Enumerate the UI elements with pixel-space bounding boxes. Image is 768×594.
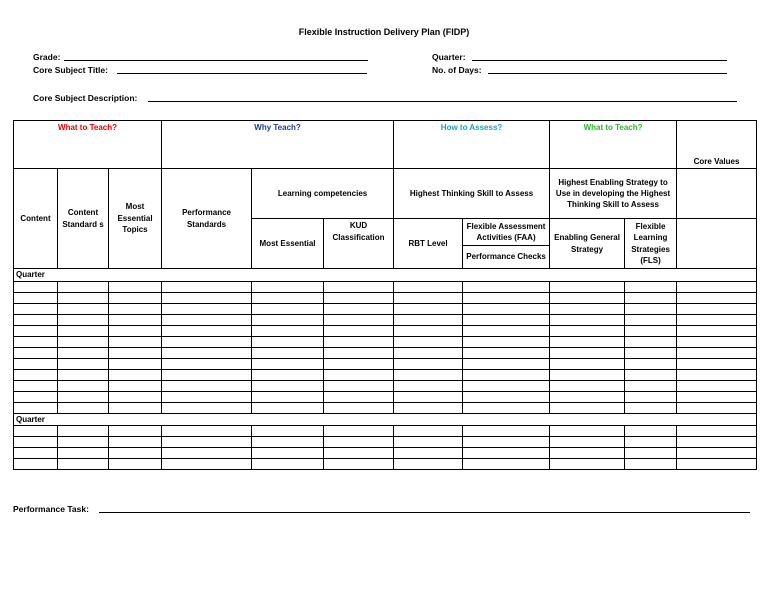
table-cell[interactable] <box>625 380 677 391</box>
header-highest-enabling-strategy: Highest Enabling Strategy to Use in developing the Highest Thinking Skill to Assess <box>550 169 677 219</box>
table-cell[interactable] <box>14 292 58 303</box>
table-cell[interactable] <box>550 292 625 303</box>
table-cell[interactable] <box>550 380 625 391</box>
table-cell[interactable] <box>324 380 394 391</box>
core-values-cell <box>677 169 757 219</box>
table-cell[interactable] <box>550 369 625 380</box>
table-row <box>14 281 757 292</box>
table-cell[interactable] <box>252 347 324 358</box>
table-cell[interactable] <box>109 281 162 292</box>
header-most-essential-topics: Most Essential Topics <box>109 169 162 269</box>
table-cell[interactable] <box>14 380 58 391</box>
quarter-field[interactable] <box>472 60 727 61</box>
no-of-days-field[interactable] <box>488 73 727 74</box>
table-cell[interactable] <box>550 459 625 470</box>
table-cell[interactable] <box>394 426 463 437</box>
table-cell[interactable] <box>324 391 394 402</box>
table-cell[interactable] <box>162 426 252 437</box>
table-cell[interactable] <box>463 336 550 347</box>
fidp-table <box>13 120 757 470</box>
table-cell[interactable] <box>252 336 324 347</box>
table-cell[interactable] <box>109 426 162 437</box>
table-cell[interactable] <box>14 391 58 402</box>
table-cell[interactable] <box>252 437 324 448</box>
table-cell[interactable] <box>252 448 324 459</box>
core-subject-description-label: Core Subject Description: <box>33 93 138 103</box>
no-of-days-label: No. of Days: <box>432 65 482 75</box>
table-cell[interactable] <box>463 391 550 402</box>
table-cell[interactable] <box>109 303 162 314</box>
table-cell[interactable] <box>14 437 58 448</box>
table-cell[interactable] <box>324 314 394 325</box>
table-cell[interactable] <box>162 281 252 292</box>
table-cell[interactable] <box>252 281 324 292</box>
table-cell[interactable] <box>109 459 162 470</box>
table-cell[interactable] <box>324 459 394 470</box>
table-cell[interactable] <box>14 336 58 347</box>
quarter-label: Quarter: <box>432 52 466 62</box>
table-cell[interactable] <box>677 369 757 380</box>
table-cell[interactable] <box>14 369 58 380</box>
table-cell[interactable] <box>58 402 109 413</box>
core-subject-title-label: Core Subject Title: <box>33 65 108 75</box>
table-cell[interactable] <box>394 325 463 336</box>
table-cell[interactable] <box>109 380 162 391</box>
table-cell[interactable] <box>394 402 463 413</box>
table-cell[interactable] <box>252 292 324 303</box>
table-cell[interactable] <box>550 358 625 369</box>
table-cell[interactable] <box>625 347 677 358</box>
table-cell[interactable] <box>394 281 463 292</box>
table-cell[interactable] <box>463 437 550 448</box>
table-row <box>14 459 757 470</box>
core-subject-title-field[interactable] <box>117 73 367 74</box>
table-cell[interactable] <box>463 380 550 391</box>
table-cell[interactable] <box>324 358 394 369</box>
table-cell[interactable] <box>394 448 463 459</box>
table-cell[interactable] <box>625 336 677 347</box>
table-cell[interactable] <box>677 314 757 325</box>
grade-label: Grade: <box>33 52 61 62</box>
table-cell[interactable] <box>677 281 757 292</box>
table-cell[interactable] <box>625 437 677 448</box>
table-cell[interactable] <box>58 303 109 314</box>
table-cell[interactable] <box>677 325 757 336</box>
table-row <box>14 437 757 448</box>
table-cell[interactable] <box>14 448 58 459</box>
table-row <box>14 448 757 459</box>
table-cell[interactable] <box>625 314 677 325</box>
table-cell[interactable] <box>14 303 58 314</box>
performance-task-label: Performance Task: <box>13 504 89 514</box>
table-cell[interactable] <box>677 292 757 303</box>
table-cell[interactable] <box>394 336 463 347</box>
table-cell[interactable] <box>463 292 550 303</box>
core-values-header: Core Values <box>677 121 757 169</box>
table-cell[interactable] <box>324 448 394 459</box>
table-cell[interactable] <box>550 448 625 459</box>
table-cell[interactable] <box>677 426 757 437</box>
core-values-blank <box>677 219 757 269</box>
table-cell[interactable] <box>625 358 677 369</box>
table-cell[interactable] <box>58 391 109 402</box>
table-cell[interactable] <box>58 459 109 470</box>
section-what-to-teach: What to Teach? <box>14 121 162 169</box>
table-row <box>14 347 757 358</box>
table-cell[interactable] <box>625 448 677 459</box>
table-cell[interactable] <box>252 402 324 413</box>
table-cell[interactable] <box>625 369 677 380</box>
table-cell[interactable] <box>463 358 550 369</box>
table-cell[interactable] <box>58 336 109 347</box>
table-cell[interactable] <box>463 369 550 380</box>
table-cell[interactable] <box>394 391 463 402</box>
table-cell[interactable] <box>162 369 252 380</box>
header-performance-standards: Performance Standards <box>162 169 252 269</box>
table-row <box>14 369 757 380</box>
table-cell[interactable] <box>162 314 252 325</box>
quarter-row-label: Quarter <box>14 269 757 282</box>
table-cell[interactable] <box>463 402 550 413</box>
table-cell[interactable] <box>550 402 625 413</box>
table-cell[interactable] <box>625 303 677 314</box>
table-cell[interactable] <box>394 303 463 314</box>
table-cell[interactable] <box>550 314 625 325</box>
table-cell[interactable] <box>394 437 463 448</box>
table-cell[interactable] <box>162 303 252 314</box>
table-cell[interactable] <box>394 380 463 391</box>
table-cell[interactable] <box>677 336 757 347</box>
header-highest-thinking-skill: Highest Thinking Skill to Assess <box>394 169 550 219</box>
table-cell[interactable] <box>625 426 677 437</box>
table-cell[interactable] <box>625 292 677 303</box>
table-cell[interactable] <box>14 426 58 437</box>
table-cell[interactable] <box>14 325 58 336</box>
table-cell[interactable] <box>109 358 162 369</box>
table-cell[interactable] <box>394 314 463 325</box>
table-cell[interactable] <box>677 391 757 402</box>
table-cell[interactable] <box>109 402 162 413</box>
table-cell[interactable] <box>550 347 625 358</box>
table-cell[interactable] <box>625 391 677 402</box>
table-cell[interactable] <box>252 380 324 391</box>
table-row <box>14 380 757 391</box>
table-cell[interactable] <box>58 325 109 336</box>
table-cell[interactable] <box>324 426 394 437</box>
header-most-essential: Most Essential <box>252 219 324 269</box>
section-how-to-assess: How to Assess? <box>394 121 550 169</box>
table-cell[interactable] <box>162 391 252 402</box>
header-content: Content <box>14 169 58 269</box>
table-cell[interactable] <box>550 391 625 402</box>
table-cell[interactable] <box>463 426 550 437</box>
table-cell[interactable] <box>58 347 109 358</box>
table-cell[interactable] <box>394 347 463 358</box>
document-title: Flexible Instruction Delivery Plan (FIDP) <box>298 27 470 37</box>
table-cell[interactable] <box>625 402 677 413</box>
table-cell[interactable] <box>463 325 550 336</box>
table-cell[interactable] <box>14 281 58 292</box>
table-cell[interactable] <box>109 325 162 336</box>
table-cell[interactable] <box>324 303 394 314</box>
table-cell[interactable] <box>324 347 394 358</box>
table-cell[interactable] <box>463 448 550 459</box>
table-cell[interactable] <box>324 402 394 413</box>
table-row <box>14 402 757 413</box>
table-cell[interactable] <box>324 369 394 380</box>
grade-field[interactable] <box>64 60 368 61</box>
performance-task-field[interactable] <box>99 512 750 513</box>
table-cell[interactable] <box>162 347 252 358</box>
table-cell[interactable] <box>109 336 162 347</box>
table-cell[interactable] <box>58 369 109 380</box>
table-cell[interactable] <box>162 325 252 336</box>
table-row <box>14 325 757 336</box>
table-cell[interactable] <box>252 358 324 369</box>
table-cell[interactable] <box>162 459 252 470</box>
core-subject-description-field[interactable] <box>148 101 737 102</box>
table-cell[interactable] <box>324 437 394 448</box>
header-enabling-general-strategy: Enabling General Strategy <box>550 219 625 269</box>
table-cell[interactable] <box>252 303 324 314</box>
table-row <box>14 314 757 325</box>
table-cell[interactable] <box>252 325 324 336</box>
table-cell[interactable] <box>677 459 757 470</box>
table-cell[interactable] <box>677 380 757 391</box>
table-cell[interactable] <box>677 347 757 358</box>
table-cell[interactable] <box>58 448 109 459</box>
table-cell[interactable] <box>109 292 162 303</box>
table-cell[interactable] <box>394 292 463 303</box>
table-row <box>14 303 757 314</box>
table-cell[interactable] <box>324 325 394 336</box>
table-row <box>14 292 757 303</box>
table-cell[interactable] <box>252 391 324 402</box>
table-cell[interactable] <box>58 314 109 325</box>
header-content-standards: Content Standard s <box>58 169 109 269</box>
table-row <box>14 358 757 369</box>
table-cell[interactable] <box>58 437 109 448</box>
table-cell[interactable] <box>162 358 252 369</box>
table-cell[interactable] <box>324 336 394 347</box>
table-cell[interactable] <box>14 459 58 470</box>
quarter-row-label-2: Quarter <box>14 413 757 426</box>
table-cell[interactable] <box>14 358 58 369</box>
table-cell[interactable] <box>162 380 252 391</box>
table-cell[interactable] <box>58 358 109 369</box>
table-row <box>14 426 757 437</box>
table-cell[interactable] <box>550 281 625 292</box>
table-cell[interactable] <box>162 292 252 303</box>
table-cell[interactable] <box>677 448 757 459</box>
table-cell[interactable] <box>109 437 162 448</box>
table-cell[interactable] <box>677 402 757 413</box>
section-why-teach: Why Teach? <box>162 121 394 169</box>
table-cell[interactable] <box>677 437 757 448</box>
table-cell[interactable] <box>162 336 252 347</box>
table-cell[interactable] <box>550 303 625 314</box>
table-cell[interactable] <box>252 426 324 437</box>
table-cell[interactable] <box>324 281 394 292</box>
table-cell[interactable] <box>394 369 463 380</box>
table-cell[interactable] <box>162 448 252 459</box>
table-cell[interactable] <box>463 314 550 325</box>
table-cell[interactable] <box>58 281 109 292</box>
table-cell[interactable] <box>252 369 324 380</box>
header-rbt-level: RBT Level <box>394 219 463 269</box>
table-cell[interactable] <box>58 380 109 391</box>
table-cell[interactable] <box>550 325 625 336</box>
header-fls: Flexible Learning Strategies (FLS) <box>625 219 677 269</box>
table-cell[interactable] <box>394 459 463 470</box>
table-cell[interactable] <box>14 314 58 325</box>
table-cell[interactable] <box>324 292 394 303</box>
table-cell[interactable] <box>625 325 677 336</box>
header-faa: Flexible Assessment Activities (FAA) <box>463 219 550 246</box>
table-cell[interactable] <box>109 391 162 402</box>
table-cell[interactable] <box>677 358 757 369</box>
table-cell[interactable] <box>109 448 162 459</box>
table-cell[interactable] <box>109 347 162 358</box>
table-cell[interactable] <box>463 281 550 292</box>
table-cell[interactable] <box>463 459 550 470</box>
table-cell[interactable] <box>625 281 677 292</box>
table-cell[interactable] <box>109 314 162 325</box>
table-cell[interactable] <box>550 336 625 347</box>
table-cell[interactable] <box>625 459 677 470</box>
header-performance-checks: Performance Checks <box>463 246 550 269</box>
table-cell[interactable] <box>14 402 58 413</box>
table-cell[interactable] <box>550 437 625 448</box>
table-cell[interactable] <box>58 426 109 437</box>
table-cell[interactable] <box>394 358 463 369</box>
header-kud-classification: KUD Classification <box>324 219 394 269</box>
table-row <box>14 391 757 402</box>
table-cell[interactable] <box>252 314 324 325</box>
table-cell[interactable] <box>463 347 550 358</box>
table-cell[interactable] <box>463 303 550 314</box>
table-cell[interactable] <box>252 459 324 470</box>
table-cell[interactable] <box>58 292 109 303</box>
table-cell[interactable] <box>677 303 757 314</box>
table-cell[interactable] <box>162 402 252 413</box>
table-row <box>14 336 757 347</box>
table-cell[interactable] <box>109 369 162 380</box>
table-cell[interactable] <box>550 426 625 437</box>
section-what-to-teach-2: What to Teach? <box>550 121 677 169</box>
table-cell[interactable] <box>14 347 58 358</box>
header-learning-competencies: Learning competencies <box>252 169 394 219</box>
table-cell[interactable] <box>162 437 252 448</box>
